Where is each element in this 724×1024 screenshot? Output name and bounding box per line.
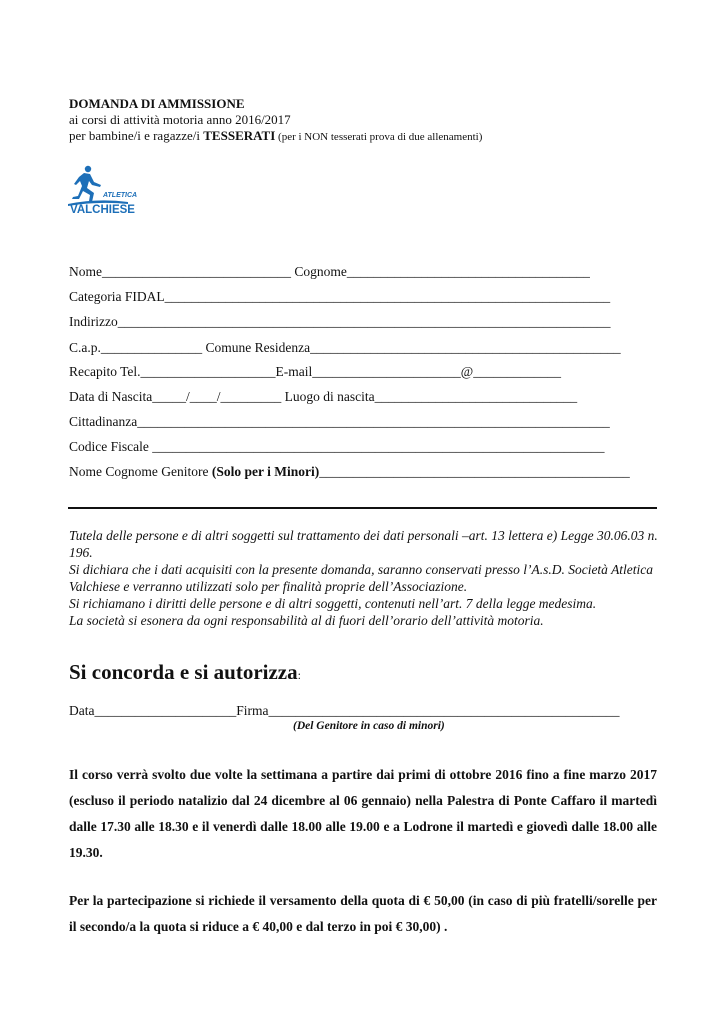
field-categoria-fidal[interactable]: Categoria FIDAL__________________________________________________________________	[69, 289, 611, 304]
privacy-line: La società si esonera da ogni responsabilità al di fuori dell’orario dell’attività motoria.	[69, 613, 544, 628]
target-prefix: per bambine/i e ragazze/i	[69, 128, 204, 143]
document-subtitle: ai corsi di attività motoria anno 2016/2017	[69, 112, 291, 127]
logo-text-top: ATLETICA	[103, 192, 138, 199]
field-codice-fiscale[interactable]: Codice Fiscale ___________________________________________________________________	[69, 439, 605, 454]
course-info-paragraph: Il corso verrà svolto due volte la settimana a partire dai primi di ottobre 2016 fino a fine marzo 2017 (escluso il periodo natalizio dal 24 dicembre al 06 gennaio) nella Palestra di Ponte Caffaro il martedì dalle 17.30 alle 18.30 e il venerdì dalle 18.00 alle 19.00 e a Lodrone il martedì e giovedì dalle 18.00 alle 19.30.	[69, 767, 657, 860]
field-data-luogo-nascita[interactable]: Data di Nascita_____/____/_________ Luogo di nascita______________________________	[69, 389, 578, 404]
genitore-label: Nome Cognome Genitore	[69, 464, 212, 479]
fee-info-paragraph: Per la partecipazione si richiede il versamento della quota di € 50,00 (in caso di più fratelli/sorelle per il secondo/a la quota si riduce a € 40,00 e dal terzo in poi € 30,00) .	[69, 893, 657, 934]
firma-genitore-note: (Del Genitore in caso di minori)	[293, 720, 445, 732]
field-nome-genitore[interactable]	[69, 464, 630, 480]
consent-heading-colon: :	[297, 668, 301, 682]
privacy-line: Si richiamano i diritti delle persone e di altri soggetti, contenuti nell’art. 7 della legge medesima.	[69, 596, 597, 611]
document-target-line	[69, 128, 482, 144]
genitore-line: ______________________________________________	[319, 464, 630, 479]
atletica-valchiese-logo	[68, 162, 148, 218]
field-cittadinanza[interactable]: Cittadinanza______________________________________________________________________	[69, 414, 610, 429]
consent-heading	[69, 660, 301, 685]
field-cap-comune[interactable]: C.a.p._______________ Comune Residenza______________________________________________	[69, 340, 621, 355]
privacy-line: Tutela delle persone e di altri soggetti sul trattamento dei dati personali –art. 13 lettera e) Legge 30.06.03 n. 196.	[69, 528, 658, 560]
privacy-notice	[69, 527, 659, 629]
field-nome-cognome[interactable]: Nome____________________________ Cognome____________________________________	[69, 264, 590, 279]
logo-text-bottom: VALCHIESE	[70, 204, 135, 216]
genitore-minori-note: (Solo per i Minori)	[211, 464, 320, 479]
field-indirizzo[interactable]: Indirizzo_________________________________________________________________________	[69, 314, 611, 329]
target-note: (per i NON tesserati prova di due allenamenti)	[275, 131, 483, 143]
section-divider	[68, 507, 657, 509]
consent-heading-text: Si concorda e si autorizza	[69, 660, 298, 684]
document-title: DOMANDA DI AMMISSIONE	[69, 96, 245, 111]
field-recapito-email[interactable]: Recapito Tel.____________________E-mail______________________@_____________	[69, 364, 561, 379]
target-bold: TESSERATI	[203, 128, 276, 143]
field-data-firma[interactable]: Data_____________________Firma____________________________________________________	[69, 703, 620, 718]
privacy-line: Si dichiara che i dati acquisiti con la presente domanda, saranno conservati presso l’A.s.D. Società Atletica Valchiese e verranno utilizzati solo per finalità proprie dell’Associazione.	[69, 562, 654, 594]
